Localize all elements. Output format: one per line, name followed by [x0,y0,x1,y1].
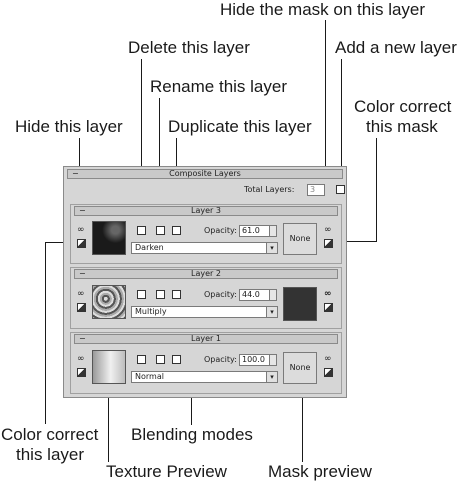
callout-hide-layer: Hide this layer [15,117,123,136]
duplicate-icon[interactable] [172,355,181,364]
texture-preview[interactable] [92,350,126,384]
duplicate-icon[interactable] [172,290,181,299]
opacity-spinner[interactable]: 44.0 [239,289,277,301]
blend-mode-dropdown[interactable]: Normal ▾ [131,371,278,383]
mask-color-correct-icon[interactable] [324,368,333,377]
rename-icon[interactable] [156,355,165,364]
delete-icon[interactable] [137,355,146,364]
callout-color-correct-layer-2: this layer [16,445,85,464]
mask-button[interactable]: None [283,352,317,384]
composite-layers-panel [63,166,347,398]
collapse-icon[interactable]: − [79,269,86,278]
spinner-arrows[interactable] [269,355,276,365]
eye-icon[interactable]: ∞ [77,289,85,299]
delete-icon[interactable] [137,226,146,235]
rename-icon[interactable] [156,226,165,235]
leader-mask-preview [302,387,303,462]
panel-title-bar[interactable] [67,169,343,179]
callout-color-correct-mask-1: Color correct [354,97,452,116]
total-layers-field: 3 [307,184,325,196]
eye-icon[interactable]: ∞ [77,354,85,364]
layer-title: Layer 1 [191,334,221,343]
callout-hide-mask: Hide the mask on this layer [220,0,426,19]
blend-mode-dropdown[interactable]: Darken ▾ [131,242,278,254]
callout-texture-preview: Texture Preview [106,462,227,481]
layer-title: Layer 2 [191,269,221,278]
collapse-icon[interactable]: − [79,206,86,215]
chevron-down-icon[interactable]: ▾ [266,307,277,317]
callout-blending-modes: Blending modes [131,425,253,444]
texture-preview[interactable] [92,221,126,255]
mask-preview[interactable] [283,287,317,321]
color-correct-icon[interactable] [77,239,86,248]
spinner-arrows[interactable] [269,290,276,300]
mask-eye-icon[interactable]: ∞ [324,225,332,235]
layer-3-title-bar[interactable] [74,206,338,216]
total-layers-label: Total Layers: [244,185,295,194]
collapse-icon[interactable]: − [72,169,79,178]
opacity-spinner[interactable]: 100.0 [239,354,277,366]
callout-mask-preview: Mask preview [268,462,372,481]
chevron-down-icon[interactable]: ▾ [266,372,277,382]
color-correct-icon[interactable] [77,303,86,312]
opacity-label: Opacity: [204,226,237,235]
texture-preview[interactable] [92,285,126,319]
rename-icon[interactable] [156,290,165,299]
callout-rename-layer: Rename this layer [150,77,288,96]
add-layer-icon[interactable] [336,185,345,194]
blend-mode-dropdown[interactable]: Multiply ▾ [131,306,278,318]
mask-eye-icon[interactable]: ∞ [324,289,332,299]
eye-icon[interactable]: ∞ [77,225,85,235]
spinner-arrows[interactable] [269,226,276,236]
mask-color-correct-icon[interactable] [324,239,333,248]
callout-color-correct-layer-1: Color correct [1,425,99,444]
mask-color-correct-icon[interactable] [324,303,333,312]
panel-title: Composite Layers [169,169,241,178]
leader-color-correct-mask-v [376,138,377,241]
leader-color-correct-layer-v [45,242,46,424]
mask-eye-icon[interactable]: ∞ [324,354,332,364]
callout-delete-layer: Delete this layer [128,38,250,57]
chevron-down-icon[interactable]: ▾ [266,243,277,253]
opacity-label: Opacity: [204,290,237,299]
delete-icon[interactable] [137,290,146,299]
callout-duplicate-layer: Duplicate this layer [168,117,312,136]
layer-title: Layer 3 [191,206,221,215]
duplicate-icon[interactable] [172,226,181,235]
layer-1-title-bar[interactable] [74,334,338,344]
opacity-spinner[interactable]: 61.0 [239,225,277,237]
color-correct-icon[interactable] [77,368,86,377]
opacity-label: Opacity: [204,355,237,364]
layer-2-title-bar[interactable] [74,269,338,279]
collapse-icon[interactable]: − [79,334,86,343]
mask-button[interactable]: None [283,223,317,255]
callout-color-correct-mask-2: this mask [366,117,438,136]
callout-add-layer: Add a new layer [335,38,457,57]
